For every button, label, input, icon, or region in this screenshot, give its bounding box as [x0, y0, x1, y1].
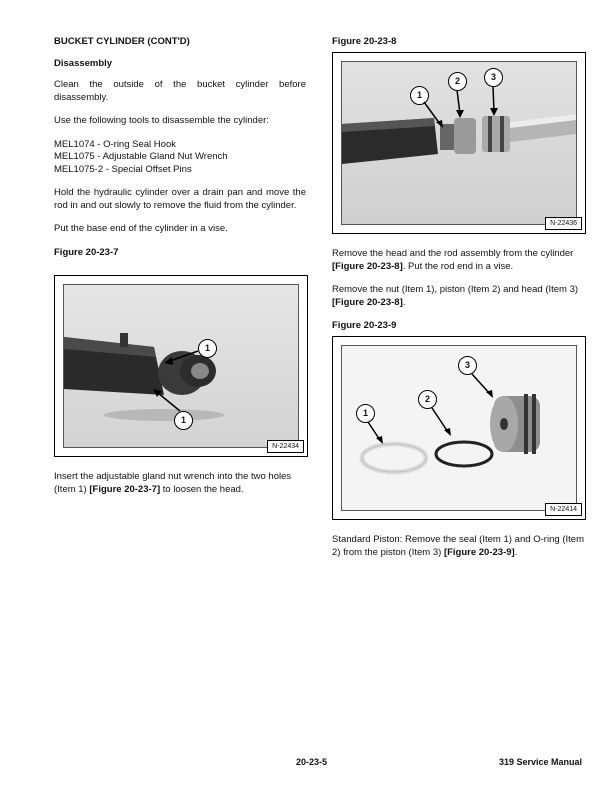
paragraph: Put the base end of the cylinder in a vise.: [54, 223, 228, 234]
tool-item: MEL1075-2 - Special Offset Pins: [54, 163, 192, 175]
figure-title: Figure 20-23-9: [332, 320, 397, 331]
right-column-middle: [332, 248, 584, 333]
figure-id: N-22434: [267, 440, 304, 453]
paragraph: Remove the head and the rod assembly from the cylinder [Figure 20-23-8]. Put the rod end in a vise.: [332, 248, 574, 272]
section-heading: BUCKET CYLINDER (CONT'D): [54, 36, 190, 47]
figure-reference: [Figure 20-23-8]: [332, 260, 403, 272]
paragraph: Clean the outside of the bucket cylinder before disassembly.: [54, 79, 306, 103]
callout-1: 1: [174, 411, 193, 430]
paragraph: Use the following tools to disassemble the cylinder:: [54, 115, 269, 126]
paragraph: Standard Piston: Remove the seal (Item 1) and O-ring (Item 2) from the piston (Item 3) [Figure 20-23-9].: [332, 534, 584, 558]
page-number: 20-23-5: [296, 757, 328, 767]
figure-title: Figure 20-23-8: [332, 36, 397, 47]
callout-2: 2: [448, 72, 467, 91]
arrow-icon: [64, 285, 298, 447]
callout-1: 1: [356, 404, 375, 423]
rod-photo: [341, 61, 577, 225]
figure-20-23-9: [332, 336, 586, 520]
left-column-bottom: [54, 471, 306, 496]
arrow-icon: [342, 346, 576, 510]
callout-3: 3: [484, 68, 503, 87]
paragraph: Remove the nut (Item 1), piston (Item 2) and head (Item 3) [Figure 20-23-8].: [332, 284, 579, 308]
callout-1: 1: [198, 339, 217, 358]
piston-photo: [341, 345, 577, 511]
figure-id: N-22436: [545, 217, 582, 230]
figure-reference: [Figure 20-23-9]: [443, 546, 515, 558]
arrow-icon: [342, 62, 576, 224]
paragraph: Hold the hydraulic cylinder over a drain pan and move the rod in and out slowly to remove the fluid from the cylinder.: [54, 187, 306, 211]
left-column: [54, 36, 306, 259]
manual-title: 319 Service Manual: [499, 757, 583, 767]
figure-reference: [Figure 20-23-8]: [332, 296, 403, 308]
figure-20-23-7: [54, 275, 308, 457]
tool-list: [54, 139, 306, 177]
callout-2: 2: [418, 390, 437, 409]
right-column: [332, 36, 584, 49]
tool-item: MEL1075 - Adjustable Gland Nut Wrench: [54, 151, 228, 162]
figure-title: Figure 20-23-7: [54, 246, 119, 258]
callout-1: 1: [410, 86, 429, 105]
figure-id: N-22414: [545, 503, 582, 516]
cylinder-photo: [63, 284, 299, 448]
figure-20-23-8: [332, 52, 586, 234]
paragraph: Insert the adjustable gland nut wrench into the two holes (Item 1) [Figure 20-23-7] to loosen the head.: [54, 471, 292, 495]
subsection-heading: Disassembly: [54, 57, 113, 69]
figure-reference: [Figure 20-23-7]: [89, 483, 161, 495]
right-column-bottom: [332, 534, 584, 559]
tool-item: MEL1074 - O-ring Seal Hook: [54, 138, 176, 150]
callout-3: 3: [458, 356, 477, 375]
